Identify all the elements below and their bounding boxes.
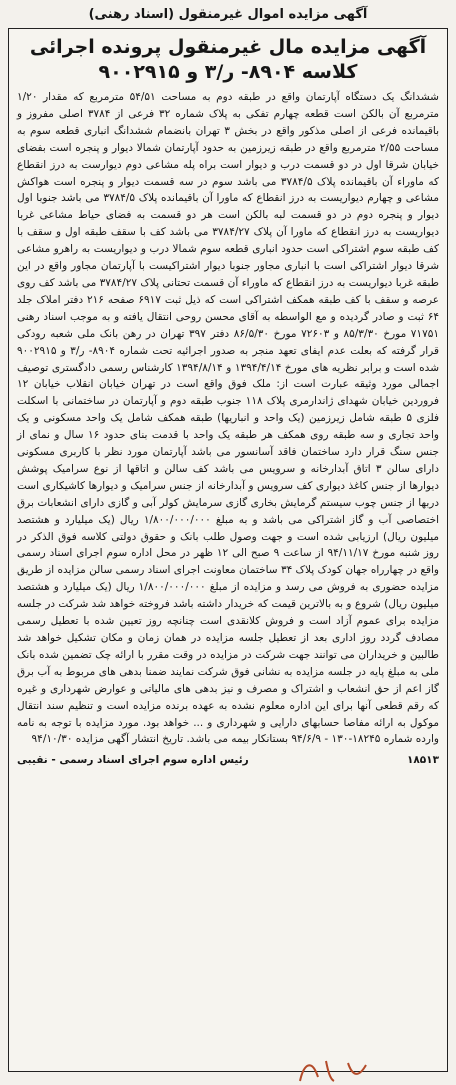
notice-footer xyxy=(17,752,439,768)
handwritten-mark xyxy=(0,1053,456,1085)
notice-frame xyxy=(8,28,448,1072)
notice-header-title: آگهی مزایده اموال غیرمنقول (اسناد رهنی) xyxy=(88,7,368,22)
notice-signature: رئیس اداره سوم اجرای اسناد رسمی - نقیبی xyxy=(17,754,249,767)
notice-code: ۱۸۵۱۳ xyxy=(406,754,439,767)
notice-case-number: کلاسه ۸۹۰۴- ر/۳ و ۹۰۰۲۹۱۵ xyxy=(98,61,358,83)
notice-main-title: آگهی مزایده مال غیرمنقول پرونده اجرائی xyxy=(29,36,427,58)
notice-body-text: ششدانگ یک دستگاه آپارتمان واقع در طبقه دوم به مساحت ۵۴/۵۱ مترمربع که مقدار ۱/۲۰ مترمربع آن بالکن است قطعه چهارم تفکی به پلاک شماره ۳۲ فرعی از ۳۷۸۴ اصلی مفروز و باقیمانده فرعی از اصلی مذکور واقع در بخش ۳ تهران بانضمام ششدانگ انباری قطعه سوم به مساحت ۲/۵۵ مترمربع واقع در طبقه زیرزمین به حدود آپارتمان شمالا دیوار و پنجره است بفضای خیابان شرقا اول در دو قسمت درب و دیوار است براه پله مشاعی دوم دیوارست به درز انقطاع که ماوراء آن باقیمانده پلاک ۳۷۸۴/۵ می باشد سوم در سه قسمت دیوار و پنجره است هواکش مشاعی و چهارم دیواریست به درز انقطاع که ماورا آن باقیمانده پلاک ۳۷۸۴/۵ می باشد جنوبا اول دیوار و پنجره دوم در دو قسمت لبه بالکن است هر دو قسمت به فضای حیاط مشاعی غربا دیواریست به درز انقطاع که ماورا آن پلاک ۳۷۸۴/۲۷ می باشد کف با سقف طبقه اول و سقف با کف طبقه سوم اشتراکی است حدود انباری قطعه سوم شمالا درب و دیواریست به راهرو مشاعی شرقا دیوار اشتراکی است با انباری مجاور جنوبا دیوار اشتراکیست با آپارتمان مجاور واقع در این طبقه غربا دیواریست به درز انقطاع که ماوراء آن قسمت تحتانی پلاک ۳۷۸۴/۲۷ می باشد کف روی عرصه و سقف با کف طبقه همکف اشتراکی است که ذیل ثبت ۶۹۱۷ صفحه ۲۱۶ دفتر املاک جلد ۶۴ ثبت و صادر گردیده و مع الواسطه به آقای محسن روحی انتقال یافته و به موجب اسناد رهنی ۷۱۷۵۱ مورخ ۸۵/۳/۳۰ و ۷۲۶۰۳ مورخ ۸۶/۵/۳۰ دفتر ۳۹۷ تهران در رهن بانک ملی شعبه رودکی قرار گرفته که بعلت عدم ایفای تعهد منجر به صدور اجرائیه تحت شماره ۸۹۰۴- ر/۳ و ۹۰۰۲۹۱۵ شده است و برابر نظریه های مورخ ۱۳۹۴/۴/۱۴ و ۱۳۹۴/۸/۱۴ کارشناس رسمی دادگستری توصیف اجمالی مورد وثیقه عبارت است از: ملک فوق واقع است در تهران خیابان انقلاب خیابان ۱۲ فروردین خیابان شهدای ژاندارمری پلاک ۱۱۸ جنوب طبقه دوم و آپارتمان در ساختمانی با اسکلت فلزی ۵ طبقه شامل زیرزمین (یک واحد و انباریها) طبقه همکف شامل یک واحد مسکونی و یک واحد تجاری و سه طبقه روی همکف هر طبقه یک واحد با قدمت بنای حدود ۱۶ سال و نمای از جنس سنگ قرار دارد ساختمان فاقد آسانسور می باشد آپارتمان مورد نظر با کاربری مسکونی دارای سالن ۳ اتاق آبدارخانه و سرویس می باشد کف سالن و اتاقها از نوع سرامیک پوشش دیوارها از جنس کاغذ دیواری کف سرویس و آبدارخانه از جنس سرامیک و دیوارها کاشیکاری است دربها از جنس چوب سیستم گرمایش بخاری گازی سرمایش کولر آبی و گازی دارای انشعابات برق اختصاصی آب و گاز اشتراکی می باشد و به مبلغ ۱/۸۰۰/۰۰۰/۰۰۰ ریال (یک میلیارد و هشتصد میلیون ریال) ارزیابی شده است و جهت وصول طلب بانک و حقوق دولتی کلاسه فوق الذکر در روز شنبه مورخ ۹۴/۱۱/۱۷ از ساعت ۹ صبح الی ۱۲ ظهر در محل اداره سوم اجرای اسناد رسمی واقع در چهارراه جهان کودک پلاک ۳۴ ساختمان معاونت اجرای اسناد رسمی سالن مزایده از طریق مزایده حضوری به فروش می رسد و مزایده از مبلغ ۱/۸۰۰/۰۰۰/۰۰۰ ریال (یک میلیارد و هشتصد میلیون ریال) شروع و به بالاترین قیمت که خریدار داشته باشد فروخته خواهد شد شرکت در جلسه مزایده برای عموم آزاد است و فروش کلانقدی است چنانچه روز تعیین شده با تعطیل رسمی مصادف گردد روز اداری بعد از تعطیل جلسه مزایده در همان زمان و مکان تشکیل خواهد شد طالبین و خریداران می توانند جهت شرکت در مزایده در وقت مقرر با ارائه چک تضمین شده بانک ملی به مبلغ پایه در جلسه مزایده به نشانی فوق شرکت نمایند ضمنا بدهی های مربوط به آب برق گاز اعم از حق انشعاب و اشتراک و مصرف و نیز بدهی های مالیاتی و عوارض شهرداری و غیره که رقم قطعی آنها برای این اداره معلوم نشده به عهده برنده مزایده است و تنظیم سند انتقال موکول به ارائه مفاصا حسابهای دارایی و شهرداری و ... خواهد بود. مورد مزایده با توجه به نامه وارده شماره ۱۸۲۴۵-۱۳۰ - ۹۴/۶/۹ بستانکار بیمه می باشد. تاریخ انتشار آگهی مزایده ۹۴/۱۰/۳۰ xyxy=(17,91,440,746)
